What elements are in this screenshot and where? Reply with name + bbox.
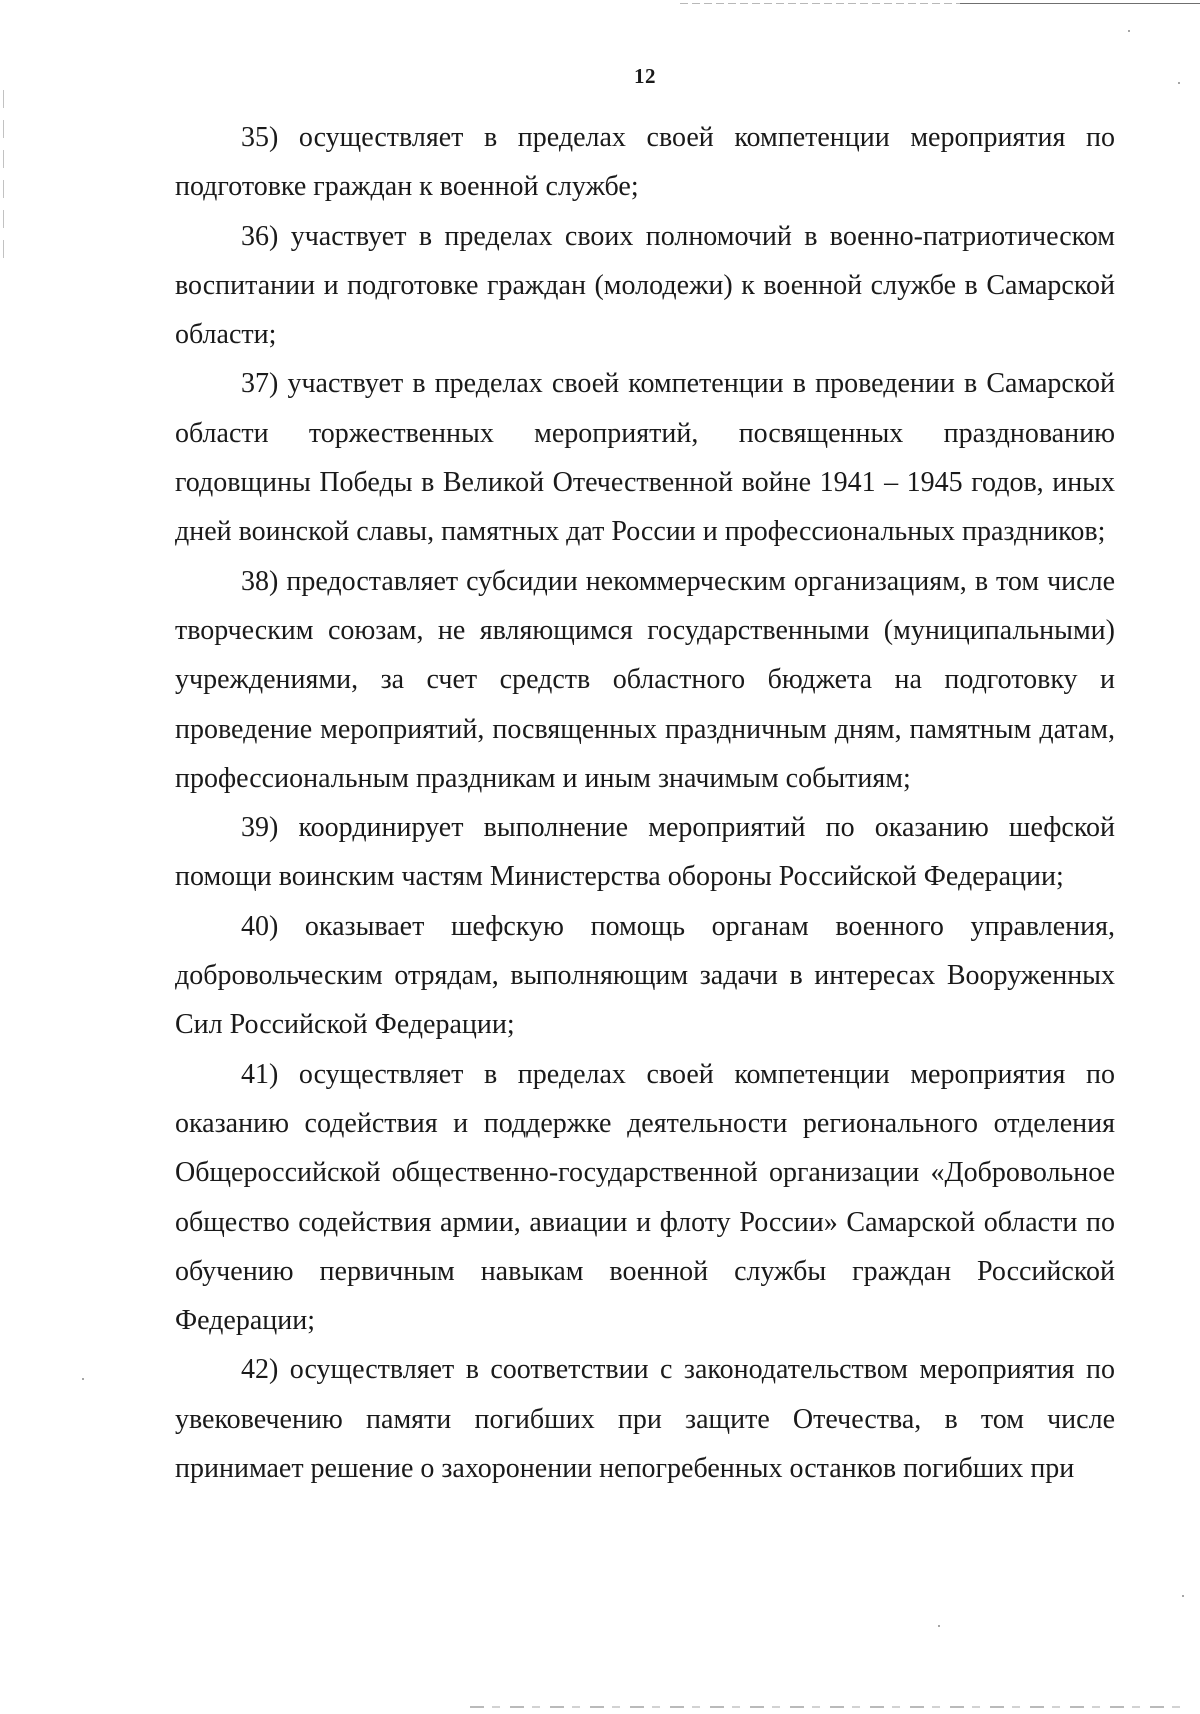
paragraph-41: 41) осуществляет в пределах своей компетенции мероприятия по оказанию содействия и поддержке деятельности регионального отделения Общероссийской общественно-государственной организации «Добровольное общество содействия армии, авиации и флоту России» Самарской области по обучению первичным навыкам военной службы граждан Российской Федерации;	[175, 1058, 1115, 1337]
scan-speck	[1128, 30, 1130, 32]
scan-speck	[1182, 1595, 1184, 1597]
paragraph-42: 42) осуществляет в соответствии с законодательством мероприятия по увековечению памяти погибших при защите Отечества, в том числе принимает решение о захоронении непогребенных останков погибших при	[175, 1354, 1115, 1485]
paragraph-36: 36) участвует в пределах своих полномочий в военно-патриотическом воспитании и подготовке граждан (молодежи) к военной службе в Самарской области;	[175, 220, 1115, 351]
paragraph-38: 38) предоставляет субсидии некоммерческим организациям, в том числе творческим союзам, не являющимся государственными (муниципальными) учреждениями, за счет средств областного бюджета на подготовку и проведение мероприятий, посвященных праздничным дням, памятным датам, профессиональным праздникам и иным значимым событиям;	[175, 565, 1115, 794]
paragraph-40: 40) оказывает шефскую помощь органам военного управления, добровольческим отрядам, выполняющим задачи в интересах Вооруженных Сил Российской Федерации;	[175, 910, 1115, 1041]
paragraph-35: 35) осуществляет в пределах своей компетенции мероприятия по подготовке граждан к военной службе;	[175, 122, 1115, 203]
page-number: 12	[634, 64, 656, 88]
scan-artifact-top-line	[960, 3, 1200, 4]
document-body	[175, 113, 1115, 1493]
paragraph-39: 39) координирует выполнение мероприятий по оказанию шефской помощи воинским частям Министерства обороны Российской Федерации;	[175, 812, 1115, 893]
scan-artifact-bottom	[470, 1706, 1190, 1708]
scan-artifact-left	[3, 90, 4, 270]
scan-speck	[938, 1625, 940, 1627]
paragraph-37: 37) участвует в пределах своей компетенции в проведении в Самарской области торжественных мероприятий, посвященных празднованию годовщины Победы в Великой Отечественной войне 1941 – 1945 годов, иных дней воинской славы, памятных дат России и профессиональных праздников;	[175, 368, 1115, 548]
scan-speck	[82, 1378, 84, 1380]
